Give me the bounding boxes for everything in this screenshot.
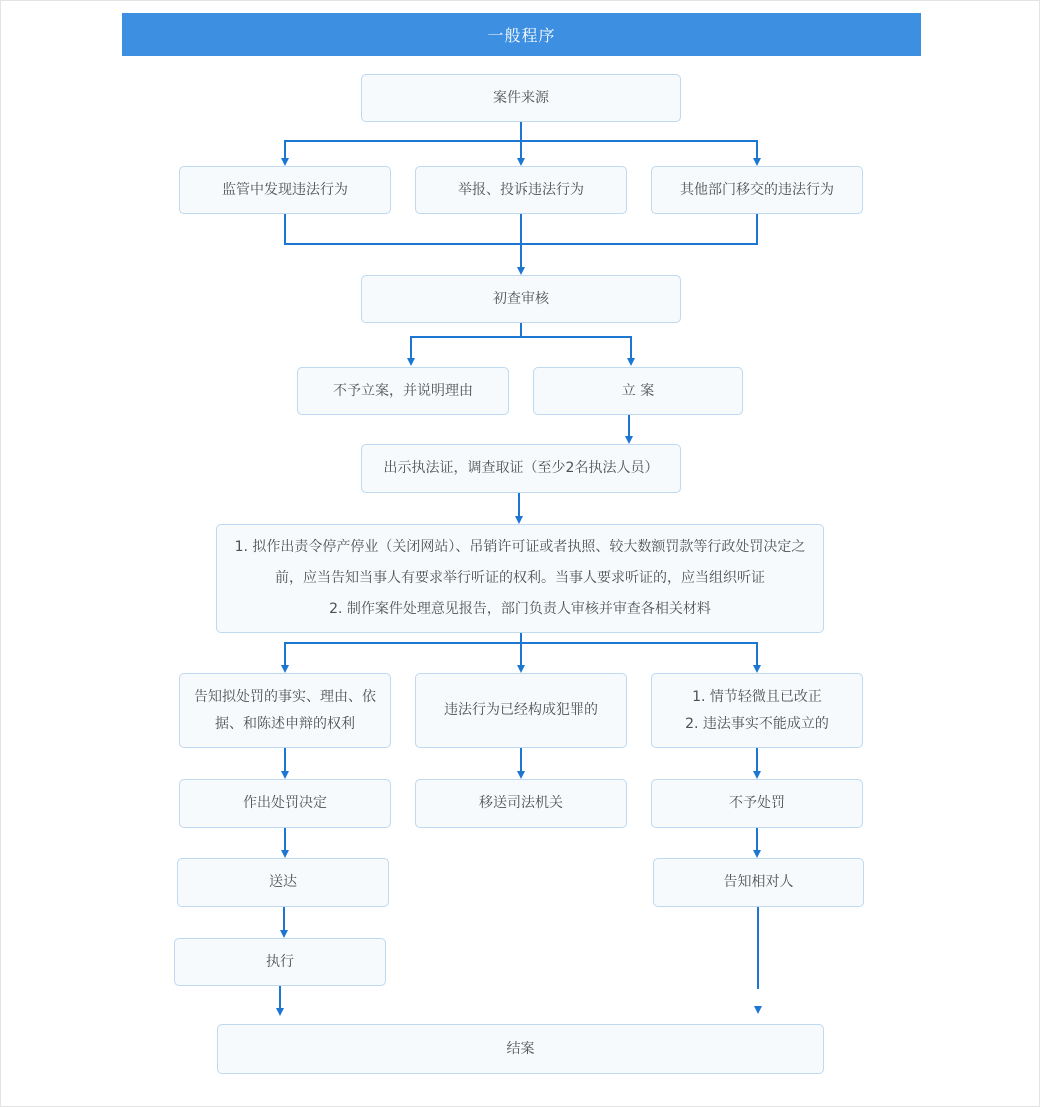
flow-connector-line — [283, 907, 285, 931]
hearing-notice-line-2: 前，应当告知当事人有要求举行听证的权利。当事人要求听证的，应当组织听证 — [275, 570, 765, 586]
flow-arrowhead-icon — [753, 850, 761, 858]
flow-connector-line — [756, 214, 758, 244]
flow-node-found-in-supervision: 监管中发现违法行为 — [179, 166, 391, 214]
flow-connector-line — [284, 748, 286, 772]
flow-arrowhead-icon — [281, 158, 289, 166]
flow-arrowhead-icon — [515, 516, 523, 524]
flow-arrowhead-icon — [281, 850, 289, 858]
flow-connector-line — [284, 642, 758, 644]
flowchart-title: 一般程序 — [487, 26, 556, 45]
flow-connector-line — [284, 141, 286, 159]
flow-arrowhead-icon — [627, 358, 635, 366]
flow-node-report-complaint: 举报、投诉违法行为 — [415, 166, 627, 214]
flow-arrowhead-icon — [407, 358, 415, 366]
flow-connector-line — [520, 141, 522, 159]
flow-connector-line — [757, 907, 759, 989]
flow-connector-line — [520, 748, 522, 772]
flow-connector-line — [630, 337, 632, 359]
hearing-notice-line-1: 1. 拟作出责令停产停业（关闭网站）、吊销许可证或者执照、较大数额罚款等行政处罚决定之 — [234, 539, 806, 555]
flow-connector-line — [756, 141, 758, 159]
flow-connector-line — [756, 643, 758, 666]
flow-node-case-source: 案件来源 — [361, 74, 681, 122]
flow-connector-line — [518, 493, 520, 517]
flow-arrowhead-icon — [281, 771, 289, 779]
flow-node-minor-or-unfounded — [651, 673, 863, 748]
flowchart-title-bar — [122, 13, 921, 56]
flow-node-constitutes-crime: 违法行为已经构成犯罪的 — [415, 673, 627, 748]
flow-connector-line — [284, 243, 758, 245]
flow-connector-line — [520, 214, 522, 244]
inform-rights-line-1: 告知拟处罚的事实、理由、依 — [194, 688, 376, 705]
flow-connector-line — [756, 748, 758, 772]
flow-connector-line — [520, 244, 522, 268]
flow-node-preliminary-review: 初查审核 — [361, 275, 681, 323]
flow-arrowhead-icon — [276, 1008, 284, 1016]
flow-connector-line — [520, 122, 522, 141]
flow-connector-line — [284, 214, 286, 244]
flow-arrowhead-icon — [754, 1006, 762, 1014]
inform-rights-line-2: 据、和陈述申辩的权利 — [215, 715, 355, 732]
flow-node-transferred-other-dept: 其他部门移交的违法行为 — [651, 166, 863, 214]
flow-node-inform-party: 告知相对人 — [653, 858, 864, 907]
flow-node-execute: 执行 — [174, 938, 386, 986]
flow-node-close-case: 结案 — [217, 1024, 824, 1074]
flow-arrowhead-icon — [753, 158, 761, 166]
flow-arrowhead-icon — [281, 665, 289, 673]
flow-connector-line — [520, 643, 522, 666]
flow-connector-line — [410, 337, 412, 359]
flow-node-case-filed: 立 案 — [533, 367, 743, 415]
flow-arrowhead-icon — [625, 436, 633, 444]
flow-node-hearing-notice — [216, 524, 824, 633]
flow-arrowhead-icon — [280, 930, 288, 938]
flow-arrowhead-icon — [517, 158, 525, 166]
flow-node-transfer-judicial: 移送司法机关 — [415, 779, 627, 828]
flow-connector-line — [520, 323, 522, 337]
flow-arrowhead-icon — [517, 267, 525, 275]
flow-connector-line — [284, 828, 286, 851]
flow-node-serve-delivery: 送达 — [177, 858, 389, 907]
flow-node-make-decision: 作出处罚决定 — [179, 779, 391, 828]
flow-connector-line — [284, 140, 758, 142]
flow-arrowhead-icon — [517, 665, 525, 673]
flow-connector-line — [756, 828, 758, 851]
flow-connector-line — [284, 643, 286, 666]
minor-or-unfounded-line-2: 2. 违法事实不能成立的 — [685, 715, 829, 732]
flow-arrowhead-icon — [753, 771, 761, 779]
flow-arrowhead-icon — [753, 665, 761, 673]
hearing-notice-line-3: 2. 制作案件处理意见报告，部门负责人审核并审查各相关材料 — [329, 601, 711, 617]
flow-node-inform-rights — [179, 673, 391, 748]
flow-node-no-penalty: 不予处罚 — [651, 779, 863, 828]
flow-node-no-case-filed: 不予立案，并说明理由 — [297, 367, 509, 415]
flow-connector-line — [628, 415, 630, 437]
flow-connector-line — [410, 336, 632, 338]
flow-connector-line — [279, 986, 281, 1008]
minor-or-unfounded-line-1: 1. 情节轻微且已改正 — [692, 688, 822, 705]
flow-arrowhead-icon — [517, 771, 525, 779]
flow-node-show-credentials: 出示执法证，调查取证（至少2名执法人员） — [361, 444, 681, 493]
